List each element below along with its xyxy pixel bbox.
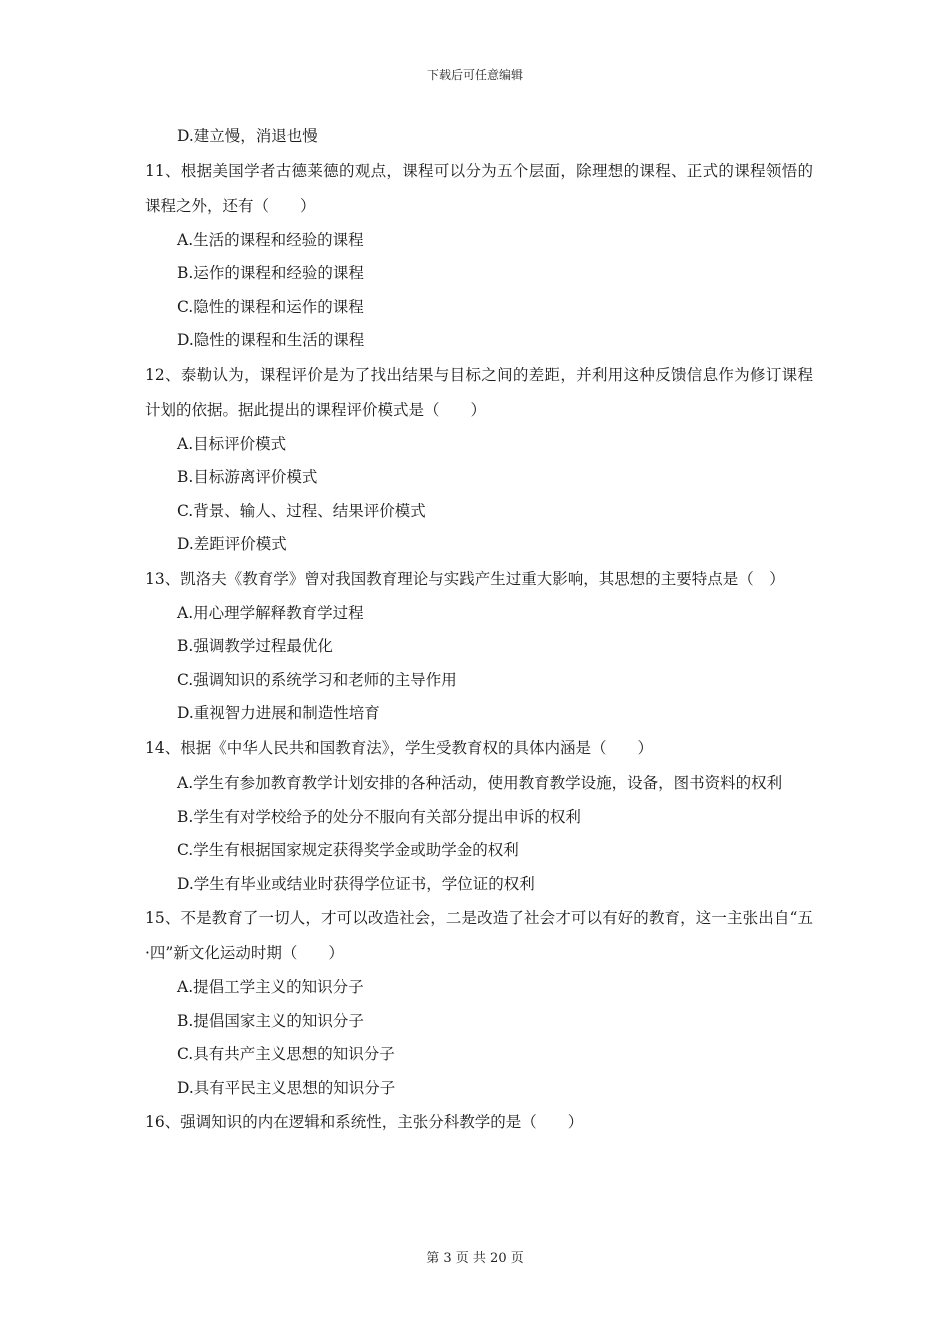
answer-option: A.用心理学解释教育学过程: [177, 603, 364, 622]
answer-option: B.提倡国家主义的知识分子: [177, 1011, 364, 1030]
answer-option: D.隐性的课程和生活的课程: [177, 331, 365, 349]
answer-option: C.学生有根据国家规定获得奖学金或助学金的权利: [177, 841, 519, 859]
answer-option: D.重视智力进展和制造性培育: [177, 704, 380, 722]
answer-option: A.学生有参加教育教学计划安排的各种活动，使用教育教学设施，设备，图书资料的权利: [177, 773, 783, 792]
answer-option: C.背景、输人、过程、结果评价模式: [177, 501, 426, 520]
question-text: 14、根据《中华人民共和国教育法》，学生受教育权的具体内涵是（ ）: [145, 738, 653, 757]
answer-option: B.强调教学过程最优化: [177, 637, 333, 655]
question-text: 11、根据美国学者古德莱德的观点，课程可以分为五个层面，除理想的课程、正式的课程领悟的课程之外，还有（ ）: [145, 161, 813, 215]
answer-option: B.目标游离评价模式: [177, 468, 318, 486]
answer-option: C.隐性的课程和运作的课程: [177, 297, 364, 316]
answer-option: D.建立慢，消退也慢: [177, 127, 318, 145]
page-footer: 第 3 页 共 20 页: [426, 1251, 524, 1266]
answer-option: D.学生有毕业或结业时获得学位证书，学位证的权利: [177, 874, 535, 893]
question-text: 15、不是教育了一切人，才可以改造社会，二是改造了社会才可以有好的教育，这一主张出自“五·四”新文化运动时期（ ）: [145, 909, 813, 962]
question-text: 13、凯洛夫《教育学》曾对我国教育理论与实践产生过重大影响，其思想的主要特点是（ ）: [145, 569, 785, 588]
answer-option: D.具有平民主义思想的知识分子: [177, 1078, 396, 1097]
page-header: 下载后可任意编辑: [426, 68, 523, 82]
answer-option: A.提倡工学主义的知识分子: [177, 978, 364, 996]
answer-option: D.差距评价模式: [177, 535, 287, 553]
answer-option: C.强调知识的系统学习和老师的主导作用: [177, 670, 457, 689]
answer-option: B.学生有对学校给予的处分不服向有关部分提出申诉的权利: [177, 807, 581, 826]
question-text: 12、泰勒认为，课程评价是为了找出结果与目标之间的差距，并利用这种反馈信息作为修订课程计划的依据。据此提出的课程评价模式是（ ）: [145, 365, 813, 419]
answer-option: B.运作的课程和经验的课程: [177, 264, 364, 282]
question-list: [145, 120, 813, 1140]
answer-option: A.生活的课程和经验的课程: [177, 230, 364, 249]
question-text: 16、强调知识的内在逻辑和系统性，主张分科教学的是（ ）: [145, 1113, 584, 1131]
answer-option: C.具有共产主义思想的知识分子: [177, 1045, 395, 1063]
answer-option: A.目标评价模式: [177, 434, 287, 453]
